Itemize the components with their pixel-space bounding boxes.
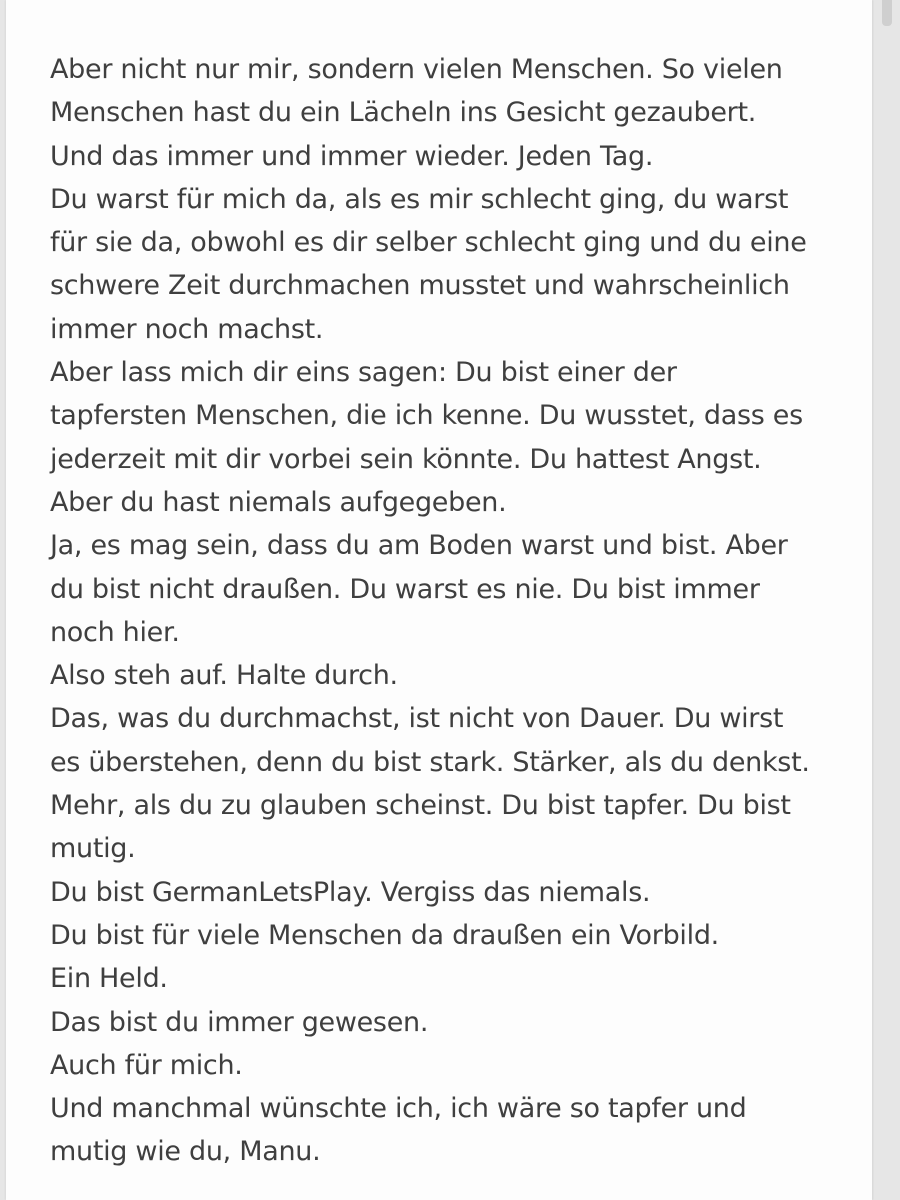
text-line: du bist nicht draußen. Du warst es nie. Du bist immer bbox=[50, 573, 760, 605]
scrollbar-thumb[interactable] bbox=[882, 0, 892, 26]
text-line: schwere Zeit durchmachen musstet und wahrscheinlich bbox=[50, 270, 790, 302]
text-line: tapfersten Menschen, die ich kenne. Du wusstet, dass es bbox=[50, 400, 803, 432]
document-page bbox=[6, 0, 872, 1200]
text-line: Du warst für mich da, als es mir schlecht ging, du warst bbox=[50, 183, 789, 215]
text-line: Ein Held. bbox=[50, 963, 168, 995]
text-line: immer noch machst. bbox=[50, 313, 324, 345]
text-line: Du bist für viele Menschen da draußen ein Vorbild. bbox=[50, 919, 719, 951]
text-line: jederzeit mit dir vorbei sein könnte. Du hattest Angst. bbox=[50, 443, 762, 475]
text-line: für sie da, obwohl es dir selber schlecht ging und du eine bbox=[50, 227, 807, 259]
text-line: Und das immer und immer wieder. Jeden Tag. bbox=[50, 140, 654, 172]
text-line: Aber nicht nur mir, sondern vielen Menschen. So vielen bbox=[50, 54, 783, 85]
text-line: mutig wie du, Manu. bbox=[50, 1136, 321, 1168]
text-line: noch hier. bbox=[50, 616, 180, 648]
text-line: Also steh auf. Halte durch. bbox=[50, 660, 398, 692]
text-line: Und manchmal wünschte ich, ich wäre so tapfer und bbox=[50, 1093, 747, 1125]
text-line: es überstehen, denn du bist stark. Stärker, als du denkst. bbox=[50, 746, 810, 778]
text-line: Aber du hast niemals aufgegeben. bbox=[50, 486, 507, 518]
text-line: Mehr, als du zu glauben scheinst. Du bist tapfer. Du bist bbox=[50, 790, 791, 822]
text-line: Auch für mich. bbox=[50, 1049, 243, 1081]
text-line: Du bist GermanLetsPlay. Vergiss das niemals. bbox=[50, 876, 651, 908]
text-line: Aber lass mich dir eins sagen: Du bist einer der bbox=[50, 357, 677, 389]
text-line: mutig. bbox=[50, 833, 136, 865]
text-line: Das, was du durchmachst, ist nicht von Dauer. Du wirst bbox=[50, 703, 784, 735]
text-line: Ja, es mag sein, dass du am Boden warst und bist. Aber bbox=[50, 530, 788, 562]
scrollbar[interactable] bbox=[874, 0, 900, 1200]
letter-text bbox=[50, 48, 860, 1174]
text-line: Menschen hast du ein Lächeln ins Gesicht gezaubert. bbox=[50, 97, 757, 129]
text-line: Das bist du immer gewesen. bbox=[50, 1006, 429, 1038]
